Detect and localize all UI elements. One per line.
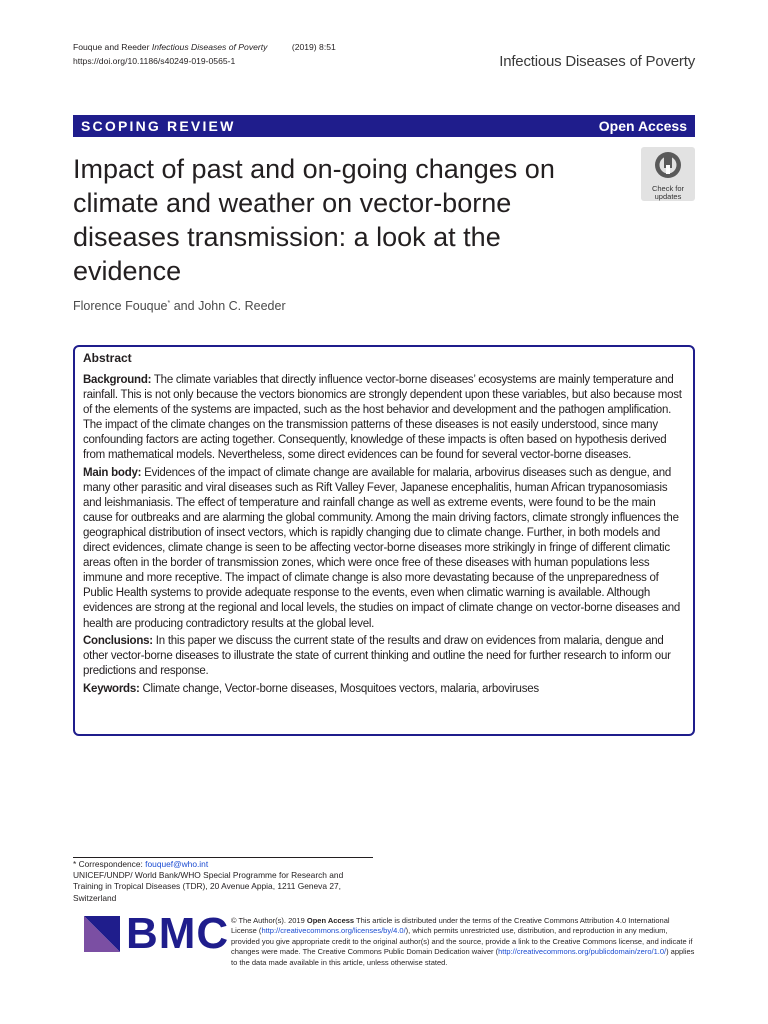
- check-for-updates-icon: [653, 150, 683, 180]
- bmc-logo-icon: [84, 916, 120, 952]
- background-text: The climate variables that directly influence vector-borne diseases’ ecosystems are mainly temperature and rainfall. This is not only because the vectors bionomics are strongly dependent upon these variables, but also because most of the elements of the systems are impacted, such as the host behavior and development and the pathogen amplification. The impact of the climate changes on the transmission patterns of these diseases is not easily understood, since many confounding factors are acting together. Consequently, knowledge of these impacts is often based on hypothesis derived from mathematical models. Nevertheless, some direct evidences can be found for several vector-borne diseases.: [83, 374, 682, 462]
- license-statement: [231, 916, 696, 968]
- abstract-main-body: [83, 466, 685, 632]
- check-for-updates-badge[interactable]: [641, 147, 695, 201]
- author-affiliation: UNICEF/UNDP/ World Bank/WHO Special Programme for Research and Training in Tropical Diseases (TDR), 20 Avenue Appia, 1211 Geneva 27, Switzerland: [73, 870, 344, 903]
- citation-line: [73, 40, 336, 54]
- abstract-heading: Abstract: [83, 351, 132, 365]
- abstract-keywords: [83, 682, 685, 697]
- cc-zero-waiver-link[interactable]: http://creativecommons.org/publicdomain/zero/1.0/: [498, 947, 667, 957]
- license-text-3: ) applies to the data made available in this article, unless otherwise stated.: [231, 947, 695, 967]
- bmc-logo-text: BMC: [126, 909, 230, 958]
- conclusions-text: In this paper we discuss the current state of the results and draw on evidences from malaria, dengue and other vector-borne diseases to illustrate the state of current thinking and outline the need for further research to inform our predictions and response.: [83, 634, 671, 677]
- background-label: Background:: [83, 374, 152, 386]
- main-body-text: Evidences of the impact of climate change are available for malaria, arbovirus diseases such as dengue, and many other parasitic and viral diseases such as Rift Valley Fever, Japanese encephalitis, human African trypanosomiasis and leishmaniasis. The effect of temperature and rainfall change as well as extreme events, were found to be the main cause for outbreaks and are alarming the global community. Among the main driving factors, climate strongly influences the geographical distribution of insect vectors, which is rapidly changing due to climate change. Further, in both models and direct evidences, climate change is seen to be affecting vector-borne diseases more strikingly in fringe of different climatic areas often in the border of transmission zones, which were once free of these diseases with human populations less immune and more receptive. The impact of climate change is also more devastating because of the unpreparedness of Public Health systems to provide adequate response to the events, even when climatic warning is available. Although evidences are strong at the regional and local levels, the studies on impact of climate change on vector-borne diseases and health are producing contradictory results at the global level.: [83, 466, 681, 630]
- abstract-background: [83, 373, 685, 464]
- copyright-text: © The Author(s). 2019: [231, 916, 307, 925]
- license-text-2: ), which permits unrestricted use, distribution, and reproduction in any medium, provided you give appropriate credit to the original author(s) and the source, provide a link to the Creative Commons license, and indicate if changes were made. The Creative Commons Public Domain Dedication waiver (: [231, 926, 693, 957]
- correspondence-email-link[interactable]: fouquef@who.int: [145, 859, 209, 869]
- citation-journal: Infectious Diseases of Poverty: [151, 42, 268, 52]
- check-for-updates-line2: updates: [654, 192, 682, 201]
- bmc-logo[interactable]: [84, 909, 230, 958]
- article-citation: [73, 40, 336, 68]
- correspondence-footnote: [73, 857, 373, 904]
- check-for-updates-line1: Check for: [651, 184, 685, 193]
- license-open-access: Open Access: [306, 916, 355, 925]
- article-type-banner: [73, 115, 695, 137]
- citation-year-volume: (2019) 8:51: [291, 42, 336, 52]
- license-text-1: This article is distributed under the terms of the Creative Commons Attribution 4.0 International License (: [231, 916, 670, 936]
- article-title: Impact of past and on-going changes on climate and weather on vector-borne diseases transmission: a look at the evidence: [73, 154, 555, 286]
- cc-by-license-link[interactable]: http://creativecommons.org/licenses/by/4.0/: [261, 926, 406, 936]
- correspondence-label: * Correspondence:: [73, 859, 146, 869]
- citation-authors: Fouque and Reeder: [73, 42, 150, 52]
- author-connector: and: [170, 299, 199, 313]
- author-2[interactable]: John C. Reeder: [198, 299, 286, 313]
- doi-link[interactable]: https://doi.org/10.1186/s40249-019-0565-1: [73, 56, 236, 66]
- main-body-label: Main body:: [83, 466, 142, 479]
- open-access-label: Open Access: [598, 118, 687, 134]
- abstract-box: [73, 345, 695, 736]
- correspondence-line: [73, 859, 373, 870]
- conclusions-label: Conclusions:: [83, 634, 153, 647]
- author-1[interactable]: Florence Fouque: [73, 299, 168, 313]
- keywords-label: Keywords:: [83, 682, 140, 695]
- article-type-label: SCOPING REVIEW: [81, 118, 236, 134]
- journal-name: Infectious Diseases of Poverty: [499, 53, 695, 70]
- corresponding-author-mark: *: [167, 299, 171, 307]
- abstract-conclusions: [83, 634, 685, 679]
- keywords-text: Climate change, Vector-borne diseases, Mosquitoes vectors, malaria, arboviruses: [139, 682, 539, 695]
- author-list: [73, 299, 286, 313]
